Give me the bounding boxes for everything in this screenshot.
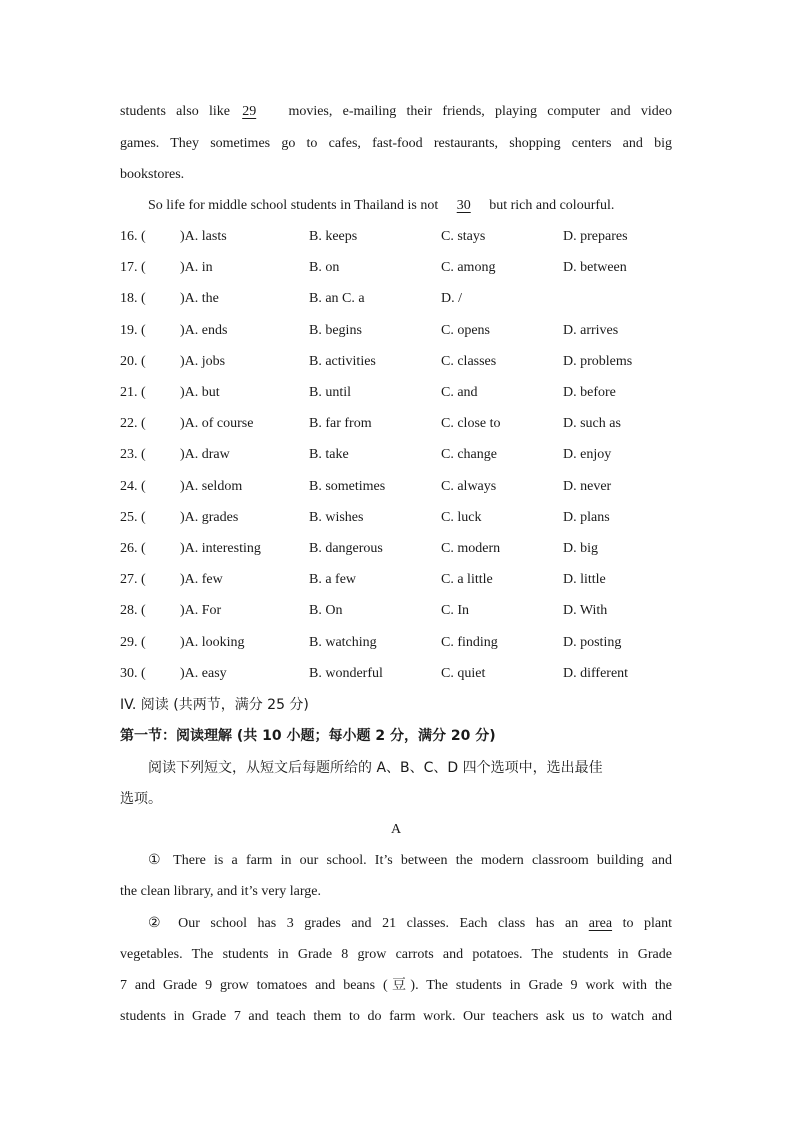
option-d: D. between — [563, 260, 627, 276]
option-a: )A. interesting — [180, 541, 261, 556]
option-d: D. before — [563, 385, 616, 400]
question-number: 28. ( — [120, 603, 146, 619]
option-c: C. always — [441, 478, 497, 494]
question-row — [120, 477, 680, 497]
question-number: 23. ( — [120, 447, 146, 463]
option-d: D. different — [563, 665, 629, 681]
question-number: 24. ( — [120, 478, 146, 494]
question-row — [120, 383, 680, 403]
option-c: C. change — [441, 447, 497, 463]
passage-text: So life for middle school students in Thailand is not — [148, 198, 439, 213]
passage-line: bookstores. — [120, 167, 185, 182]
option-a: )A. grades — [180, 509, 239, 525]
option-b: B. far from — [309, 416, 372, 432]
option-c: C. luck — [441, 509, 482, 525]
option-d: D. such as — [563, 416, 621, 432]
question-row — [120, 227, 680, 247]
passage-line — [148, 914, 672, 934]
option-d: D. big — [563, 541, 598, 556]
option-c: C. a little — [441, 572, 493, 588]
option-a: )A. few — [180, 572, 223, 588]
question-row — [120, 539, 680, 559]
option-a: )A. looking — [180, 634, 245, 650]
question-number: 29. ( — [120, 634, 146, 650]
option-d: D. prepares — [563, 229, 628, 244]
question-number: 19. ( — [120, 322, 146, 338]
option-c: C. In — [441, 603, 469, 619]
question-row — [120, 508, 680, 528]
option-a: )A. For — [180, 603, 222, 619]
question-number: 16. ( — [120, 229, 146, 244]
option-c: C. and — [441, 385, 478, 400]
question-number: 22. ( — [120, 416, 146, 432]
question-number: 18. ( — [120, 291, 146, 307]
question-row — [120, 414, 680, 434]
option-b: B. until — [309, 385, 352, 400]
option-b: B. wishes — [309, 509, 364, 525]
question-number: 20. ( — [120, 353, 146, 369]
question-number: 26. ( — [120, 541, 146, 556]
option-c: C. modern — [441, 541, 501, 556]
question-row — [120, 352, 680, 372]
option-b: B. sometimes — [309, 478, 386, 494]
option-d: D. With — [563, 603, 608, 619]
option-a: )A. in — [180, 260, 213, 276]
option-b: B. on — [309, 260, 340, 276]
passage-line: vegetables. The students in Grade 8 grow carrots and potatoes. The students in Grade — [120, 947, 672, 962]
option-d: D. arrives — [563, 322, 619, 338]
option-b: B. wonderful — [309, 665, 383, 681]
question-row — [120, 601, 680, 621]
option-a: )A. easy — [180, 665, 227, 681]
question-number: 21. ( — [120, 385, 146, 400]
option-d: D. never — [563, 478, 612, 494]
passage-text: movies, e-mailing their friends, playing computer and video — [288, 104, 672, 119]
question-row — [120, 570, 680, 590]
option-c: C. classes — [441, 353, 497, 369]
instruction-text: 阅读下列短文，从短文后每题所给的 A、B、C、D 四个选项中，选出最佳 — [148, 760, 603, 776]
passage-line: games. They sometimes go to cafes, fast-food restaurants, shopping centers and big — [120, 136, 672, 151]
passage-title: A — [390, 822, 402, 837]
option-d: D. posting — [563, 634, 622, 650]
question-row — [120, 664, 680, 684]
option-d: D. enjoy — [563, 447, 612, 463]
question-number: 17. ( — [120, 260, 146, 276]
option-b: B. dangerous — [309, 541, 383, 556]
passage-line: ① There is a farm in our school. It’s between the modern classroom building and — [148, 853, 672, 868]
passage-line: students in Grade 7 and teach them to do farm work. Our teachers ask us to watch and — [120, 1009, 672, 1024]
passage-line: the clean library, and it’s very large. — [120, 884, 321, 899]
blank-29: 29 — [242, 104, 257, 119]
option-b: B. On — [309, 603, 343, 619]
option-a: )A. the — [180, 291, 219, 307]
question-row — [120, 633, 680, 653]
passage-line — [120, 102, 672, 122]
passage-text: ② Our school has 3 grades and 21 classes. Each class has an — [148, 916, 579, 931]
question-number: 25. ( — [120, 509, 146, 525]
section-heading: IV. 阅读 (共两节，满分 25 分) — [120, 697, 309, 713]
option-d: D. plans — [563, 509, 610, 525]
passage-text: students also like — [120, 104, 230, 119]
option-c: C. opens — [441, 322, 490, 338]
option-d: D. problems — [563, 353, 633, 369]
option-c: C. close to — [441, 416, 501, 432]
option-a: )A. jobs — [180, 353, 226, 369]
underlined-word: area — [588, 916, 613, 931]
option-c: D. / — [441, 291, 462, 307]
option-b: B. activities — [309, 353, 376, 369]
passage-line: 7 and Grade 9 grow tomatoes and beans (豆). The students in Grade 9 work with the — [120, 978, 672, 993]
option-a: )A. of course — [180, 416, 254, 432]
option-b: B. an C. a — [309, 291, 365, 307]
question-row — [120, 321, 680, 341]
option-a: )A. draw — [180, 447, 230, 463]
option-a: )A. but — [180, 385, 220, 400]
option-c: C. quiet — [441, 665, 486, 681]
option-d: D. little — [563, 572, 606, 588]
blank-30: 30 — [456, 198, 471, 213]
option-c: C. stays — [441, 229, 486, 244]
option-c: C. among — [441, 260, 496, 276]
option-b: B. watching — [309, 634, 377, 650]
question-row — [120, 289, 680, 309]
option-a: )A. seldom — [180, 478, 243, 494]
option-b: B. begins — [309, 322, 362, 338]
option-c: C. finding — [441, 634, 498, 650]
question-number: 27. ( — [120, 572, 146, 588]
option-a: )A. ends — [180, 322, 228, 338]
passage-text: to plant — [622, 916, 673, 931]
passage-line — [148, 196, 668, 216]
question-row — [120, 258, 680, 278]
option-b: B. a few — [309, 572, 357, 588]
question-number: 30. ( — [120, 665, 146, 681]
instruction-text: 选项。 — [120, 791, 162, 807]
passage-text: but rich and colourful. — [489, 198, 615, 213]
question-row — [120, 445, 680, 465]
part-heading: 第一节：阅读理解 (共 10 小题；每小题 2 分，满分 20 分) — [120, 728, 496, 744]
option-b: B. keeps — [309, 229, 358, 244]
option-b: B. take — [309, 447, 349, 463]
option-a: )A. lasts — [180, 229, 227, 244]
